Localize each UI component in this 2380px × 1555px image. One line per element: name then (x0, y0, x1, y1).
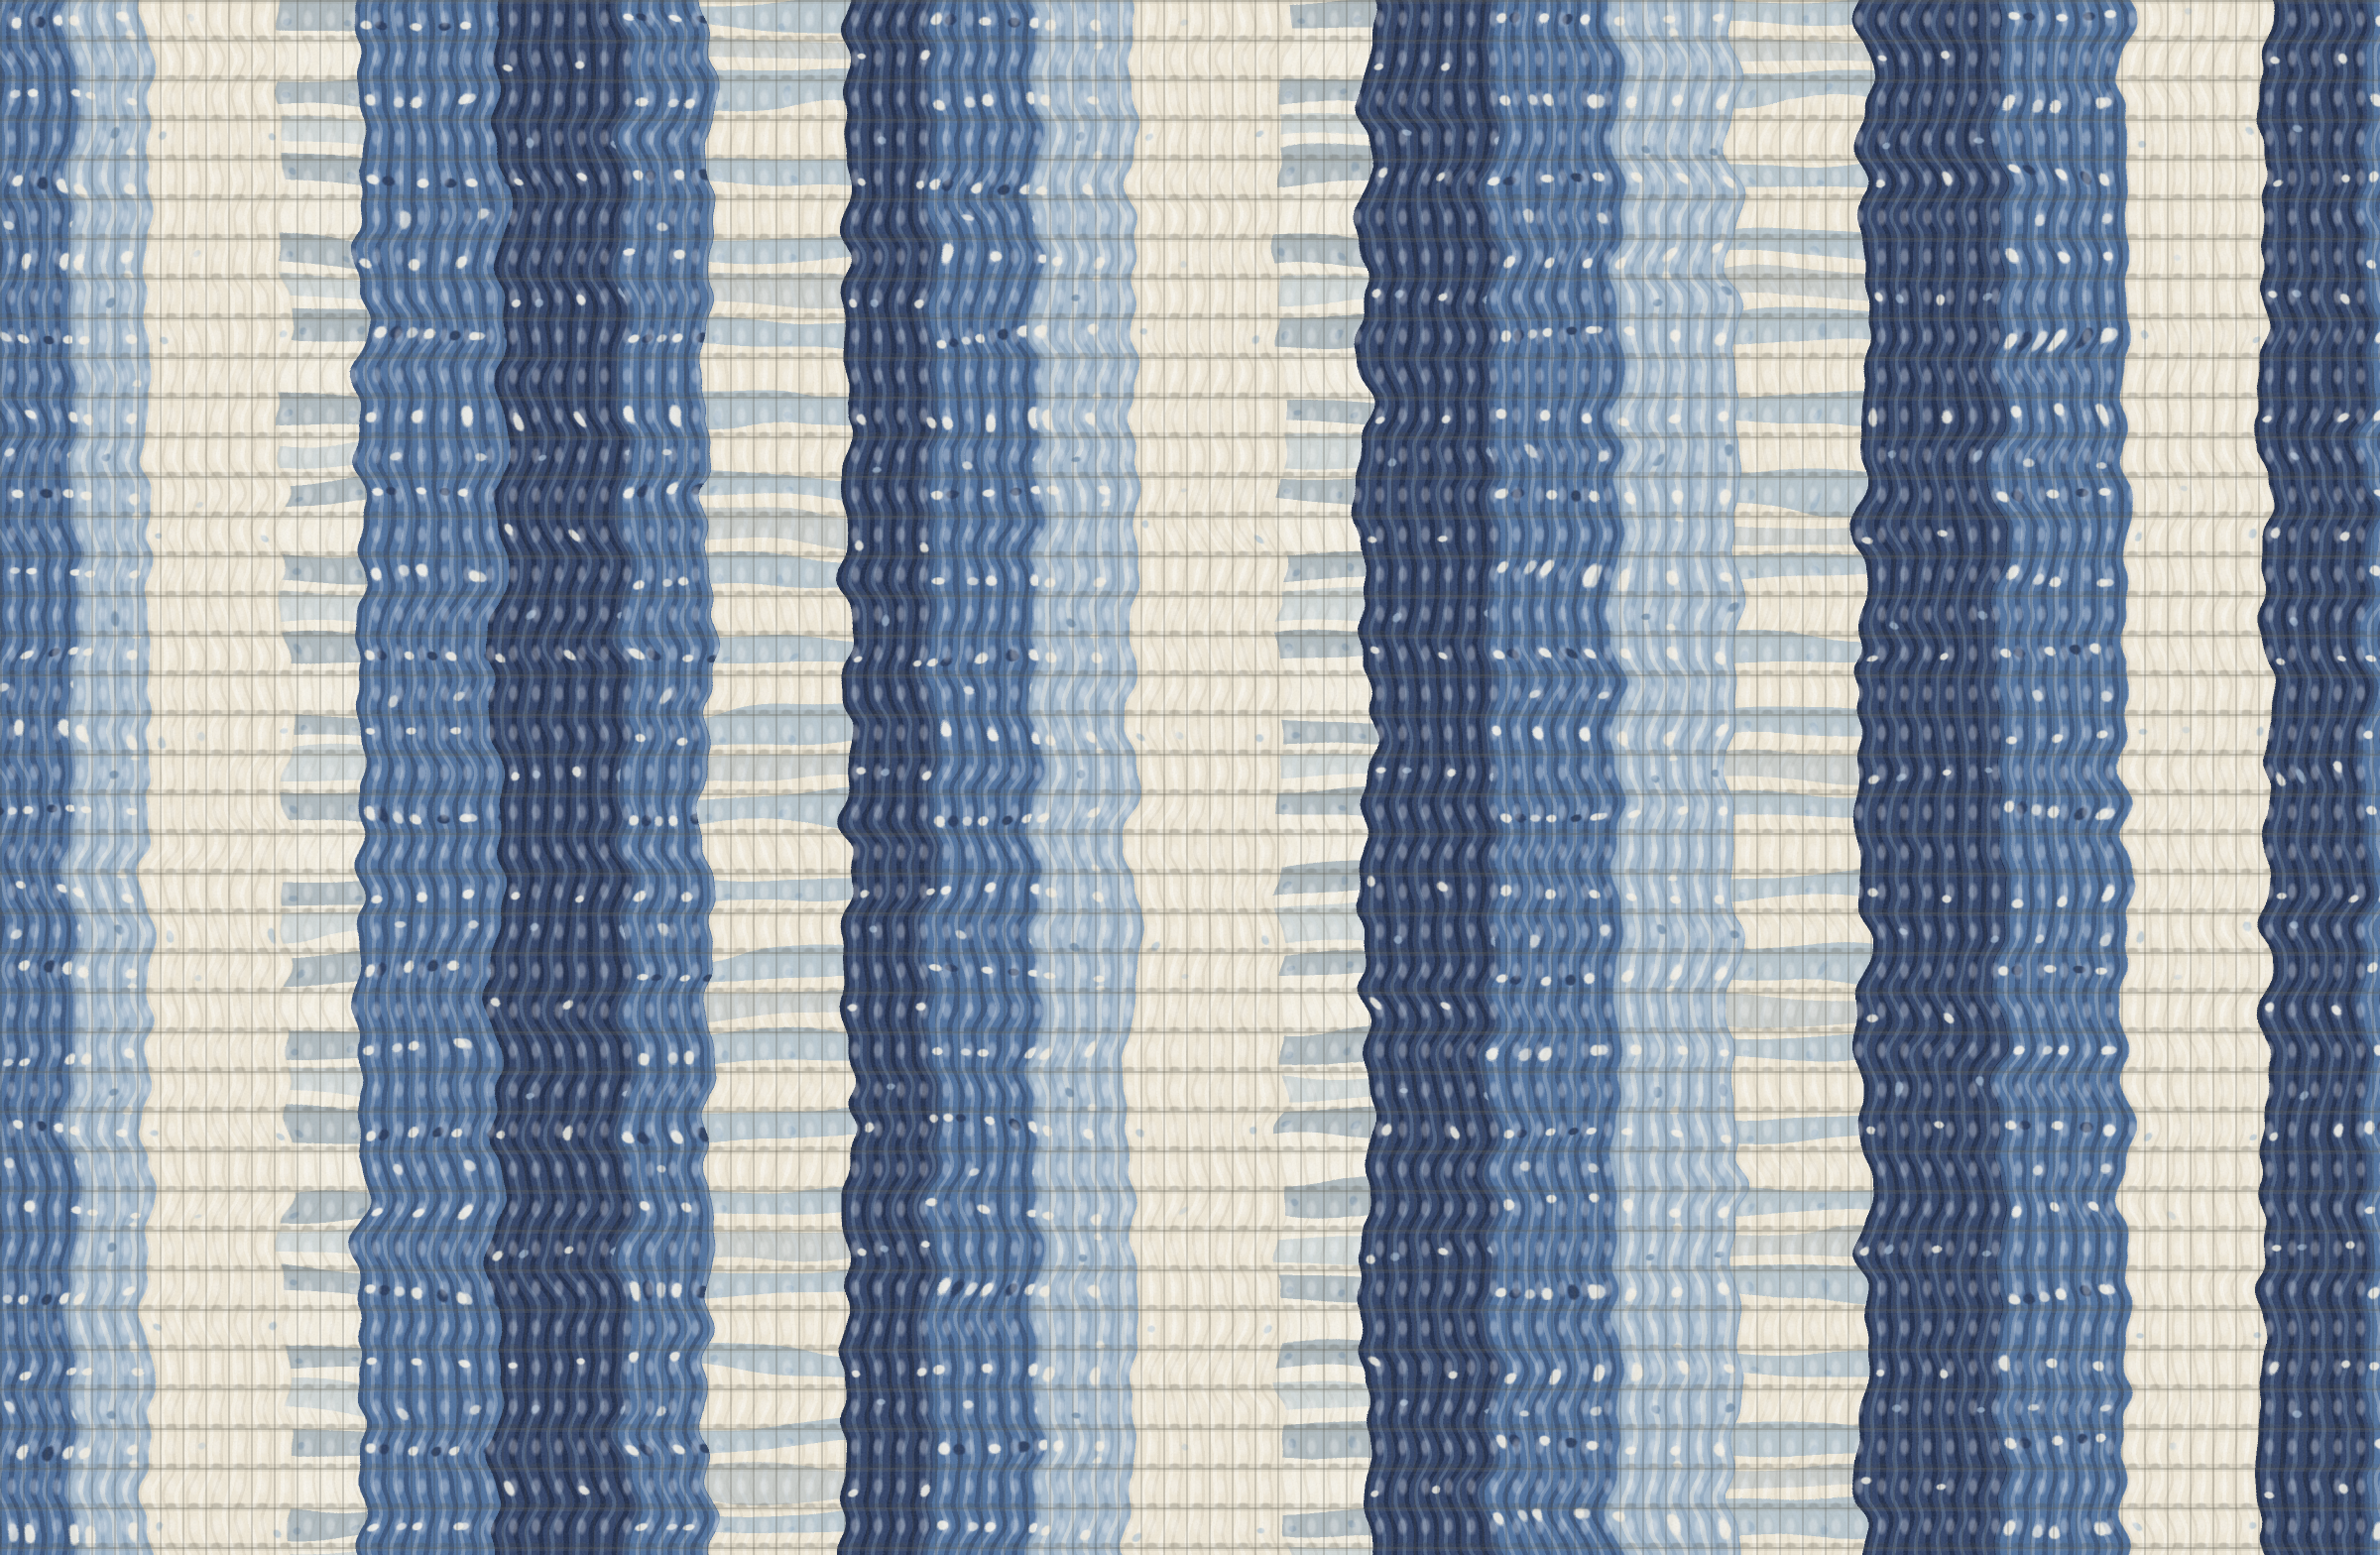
fabric-stripe-paledash (1280, 0, 1365, 1555)
fabric-stripe-denim (624, 0, 708, 1555)
fabric-stripe-creamdash (709, 0, 847, 1555)
fabric-stripe-chambray (1036, 0, 1131, 1555)
fabric-stripe-denim (1491, 0, 1618, 1555)
fabric-stripe-navy (1365, 0, 1491, 1555)
fabric-stripe-denim (1999, 0, 2126, 1555)
fabric-stripe-denim (931, 0, 1037, 1555)
fabric-stripe-creamdash (1734, 0, 1861, 1555)
fabric-stripe-paledash (286, 0, 360, 1555)
fabric-stripe-denim (2364, 0, 2380, 1555)
fabric-stripe-navy (1861, 0, 1999, 1555)
fabric-stripe-navy (497, 0, 624, 1555)
fabric-stripe-cream (1131, 0, 1279, 1555)
fabric-stripe-cream (2126, 0, 2264, 1555)
fabric-stripe-chambray (74, 0, 149, 1555)
fabric-stripe-cream (148, 0, 286, 1555)
fabric-stripe-denim (360, 0, 498, 1555)
fabric-stripe-chambray (1618, 0, 1734, 1555)
fabric-stripe-navy (2264, 0, 2364, 1555)
fabric-stripe-navy (846, 0, 930, 1555)
fabric-stripe-denim (0, 0, 74, 1555)
